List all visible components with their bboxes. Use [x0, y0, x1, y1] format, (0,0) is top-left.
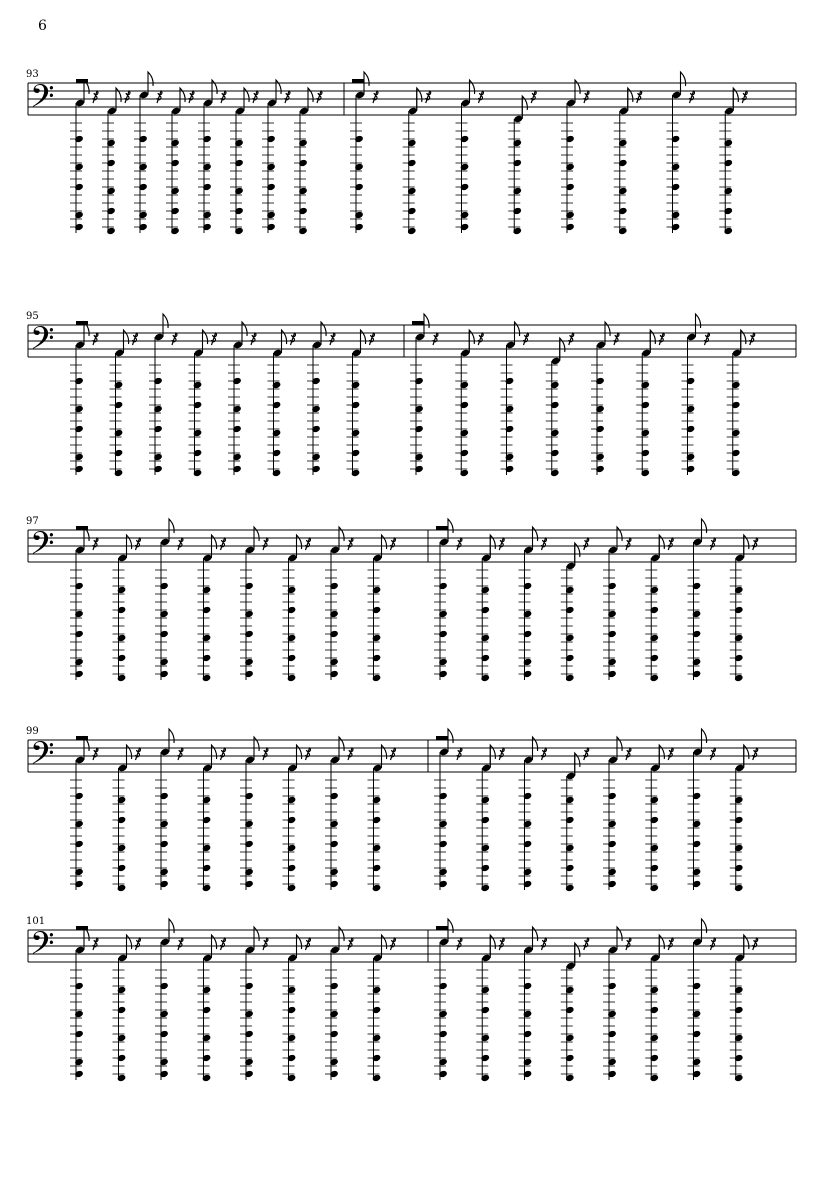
sixteenth-rest-icon [189, 91, 194, 103]
chord [591, 322, 619, 475]
sixteenth-rest-icon [524, 333, 529, 345]
sixteenth-rest-icon [317, 91, 322, 103]
chord [189, 330, 217, 477]
chord [70, 527, 98, 680]
systems-layer [26, 69, 796, 1082]
chord [456, 80, 484, 233]
measure-number: 101 [26, 916, 46, 927]
sixteenth-rest-icon [584, 938, 589, 950]
whole-rest-icon [76, 736, 88, 740]
chord [546, 333, 574, 477]
sixteenth-rest-icon [668, 938, 673, 950]
sixteenth-rest-icon [291, 333, 296, 345]
sixteenth-rest-icon [221, 91, 226, 103]
sixteenth-rest-icon [478, 333, 483, 345]
sixteenth-rest-icon [93, 91, 98, 103]
chord [636, 330, 664, 477]
chord [476, 535, 504, 682]
whole-rest-icon [436, 926, 448, 930]
sixteenth-rest-icon [626, 748, 631, 760]
chord [113, 535, 141, 682]
sixteenth-rest-icon [584, 538, 589, 550]
chord [240, 927, 268, 1080]
chord [70, 737, 98, 890]
chord [198, 80, 226, 233]
sixteenth-rest-icon [136, 748, 141, 760]
chord [368, 535, 396, 682]
chord [149, 314, 177, 475]
sixteenth-rest-icon [306, 538, 311, 550]
chord [283, 535, 311, 682]
chord [561, 748, 589, 892]
sixteenth-rest-icon [157, 91, 162, 103]
staff-system [26, 69, 796, 235]
sixteenth-rest-icon [668, 538, 673, 550]
chord [262, 80, 290, 233]
whole-rest-icon [76, 79, 88, 83]
chord [198, 745, 226, 892]
chord [368, 935, 396, 1082]
chord [603, 737, 631, 890]
chord [70, 927, 98, 1080]
chord [325, 927, 353, 1080]
sixteenth-rest-icon [263, 938, 268, 950]
sixteenth-rest-icon [391, 748, 396, 760]
chord [730, 935, 758, 1082]
measure-number: 95 [26, 311, 39, 322]
sixteenth-rest-icon [584, 91, 589, 103]
chord [682, 314, 710, 475]
chord [198, 935, 226, 1082]
sixteenth-rest-icon [690, 91, 695, 103]
chord [688, 919, 716, 1080]
chord [434, 729, 462, 890]
sixteenth-rest-icon [306, 748, 311, 760]
chord [350, 72, 378, 233]
chord [268, 330, 296, 477]
sixteenth-rest-icon [426, 91, 431, 103]
sixteenth-rest-icon [93, 538, 98, 550]
chord [561, 938, 589, 1082]
sixteenth-rest-icon [136, 538, 141, 550]
chord [519, 527, 547, 680]
page-number: 6 [38, 18, 47, 34]
chord [603, 527, 631, 680]
chord [110, 330, 138, 477]
measure-number: 99 [26, 726, 39, 737]
chord [645, 745, 673, 892]
whole-rest-icon [76, 526, 88, 530]
chord [561, 538, 589, 682]
sixteenth-rest-icon [542, 538, 547, 550]
sixteenth-rest-icon [742, 91, 747, 103]
sixteenth-rest-icon [584, 748, 589, 760]
sixteenth-rest-icon [531, 91, 536, 103]
sixteenth-rest-icon [637, 91, 642, 103]
chord [102, 88, 130, 235]
sixteenth-rest-icon [433, 333, 438, 345]
sixteenth-rest-icon [93, 748, 98, 760]
chord [166, 88, 194, 235]
sixteenth-rest-icon [253, 91, 258, 103]
bass-clef-icon: 𝄢 [30, 525, 55, 569]
sixteenth-rest-icon [212, 333, 217, 345]
chord [667, 72, 695, 233]
chord [240, 527, 268, 680]
whole-rest-icon [76, 321, 88, 325]
whole-rest-icon [352, 79, 364, 83]
bass-clef-icon: 𝄢 [30, 78, 55, 122]
chord [561, 80, 589, 233]
sixteenth-rest-icon [391, 938, 396, 950]
sixteenth-rest-icon [750, 333, 755, 345]
sixteenth-rest-icon [569, 333, 574, 345]
chord [198, 535, 226, 682]
sixteenth-rest-icon [178, 748, 183, 760]
chord [519, 737, 547, 890]
chord [155, 519, 183, 680]
sixteenth-rest-icon [457, 748, 462, 760]
whole-rest-icon [436, 736, 448, 740]
measure-number: 97 [26, 516, 39, 527]
chord [645, 535, 673, 682]
sixteenth-rest-icon [668, 748, 673, 760]
whole-rest-icon [76, 926, 88, 930]
chord [113, 935, 141, 1082]
chord [134, 72, 162, 233]
chord [410, 314, 438, 475]
chord [230, 88, 258, 235]
sixteenth-rest-icon [614, 333, 619, 345]
sixteenth-rest-icon [542, 748, 547, 760]
sixteenth-rest-icon [457, 538, 462, 550]
sixteenth-rest-icon [263, 538, 268, 550]
sixteenth-rest-icon [348, 538, 353, 550]
sixteenth-rest-icon [93, 333, 98, 345]
chord [730, 745, 758, 892]
sixteenth-rest-icon [457, 938, 462, 950]
chord [240, 737, 268, 890]
chord [228, 322, 256, 475]
sixteenth-rest-icon [499, 538, 504, 550]
sixteenth-rest-icon [711, 748, 716, 760]
sixteenth-rest-icon [711, 538, 716, 550]
sixteenth-rest-icon [221, 538, 226, 550]
sixteenth-rest-icon [479, 91, 484, 103]
sixteenth-rest-icon [499, 748, 504, 760]
chord [455, 330, 483, 477]
sixteenth-rest-icon [542, 938, 547, 950]
sixteenth-rest-icon [711, 938, 716, 950]
sixteenth-rest-icon [753, 748, 758, 760]
bass-clef-icon: 𝄢 [30, 735, 55, 779]
staff-system [26, 516, 796, 682]
chord [307, 322, 335, 475]
chord [730, 535, 758, 682]
sixteenth-rest-icon [705, 333, 710, 345]
chord [476, 745, 504, 892]
chord [688, 729, 716, 890]
sixteenth-rest-icon [370, 333, 375, 345]
sixteenth-rest-icon [753, 938, 758, 950]
sixteenth-rest-icon [348, 748, 353, 760]
sixteenth-rest-icon [263, 748, 268, 760]
sixteenth-rest-icon [499, 938, 504, 950]
sixteenth-rest-icon [753, 538, 758, 550]
sixteenth-rest-icon [125, 91, 130, 103]
staff-system [26, 311, 796, 477]
sixteenth-rest-icon [221, 938, 226, 950]
chord [113, 745, 141, 892]
chord [476, 935, 504, 1082]
sixteenth-rest-icon [172, 333, 177, 345]
chord [347, 330, 375, 477]
chord [294, 88, 322, 235]
measure-number: 93 [26, 69, 39, 80]
sixteenth-rest-icon [178, 938, 183, 950]
chord [70, 322, 98, 475]
sixteenth-rest-icon [221, 748, 226, 760]
chord [434, 519, 462, 680]
chord [688, 519, 716, 680]
chord [70, 80, 98, 233]
chord [501, 322, 529, 475]
chord [403, 88, 431, 235]
chord [325, 737, 353, 890]
chord [727, 330, 755, 477]
sixteenth-rest-icon [391, 538, 396, 550]
sixteenth-rest-icon [373, 91, 378, 103]
whole-rest-icon [412, 321, 424, 325]
whole-rest-icon [436, 526, 448, 530]
chord [368, 745, 396, 892]
sixteenth-rest-icon [251, 333, 256, 345]
sixteenth-rest-icon [93, 938, 98, 950]
sixteenth-rest-icon [306, 938, 311, 950]
chord [614, 88, 642, 235]
chord [645, 935, 673, 1082]
sixteenth-rest-icon [330, 333, 335, 345]
sixteenth-rest-icon [626, 538, 631, 550]
bass-clef-icon: 𝄢 [30, 925, 55, 969]
sixteenth-rest-icon [348, 938, 353, 950]
chord [283, 745, 311, 892]
chord [155, 919, 183, 1080]
bass-clef-icon: 𝄢 [30, 320, 55, 364]
chord [603, 927, 631, 1080]
chord [508, 91, 536, 235]
sixteenth-rest-icon [626, 938, 631, 950]
sixteenth-rest-icon [136, 938, 141, 950]
chord [283, 935, 311, 1082]
chord [434, 919, 462, 1080]
chord [519, 927, 547, 1080]
sixteenth-rest-icon [659, 333, 664, 345]
staff-system [26, 916, 796, 1082]
chord [325, 527, 353, 680]
chord [719, 88, 747, 235]
sixteenth-rest-icon [178, 538, 183, 550]
chord [155, 729, 183, 890]
sixteenth-rest-icon [133, 333, 138, 345]
staff-system [26, 726, 796, 892]
sixteenth-rest-icon [285, 91, 290, 103]
